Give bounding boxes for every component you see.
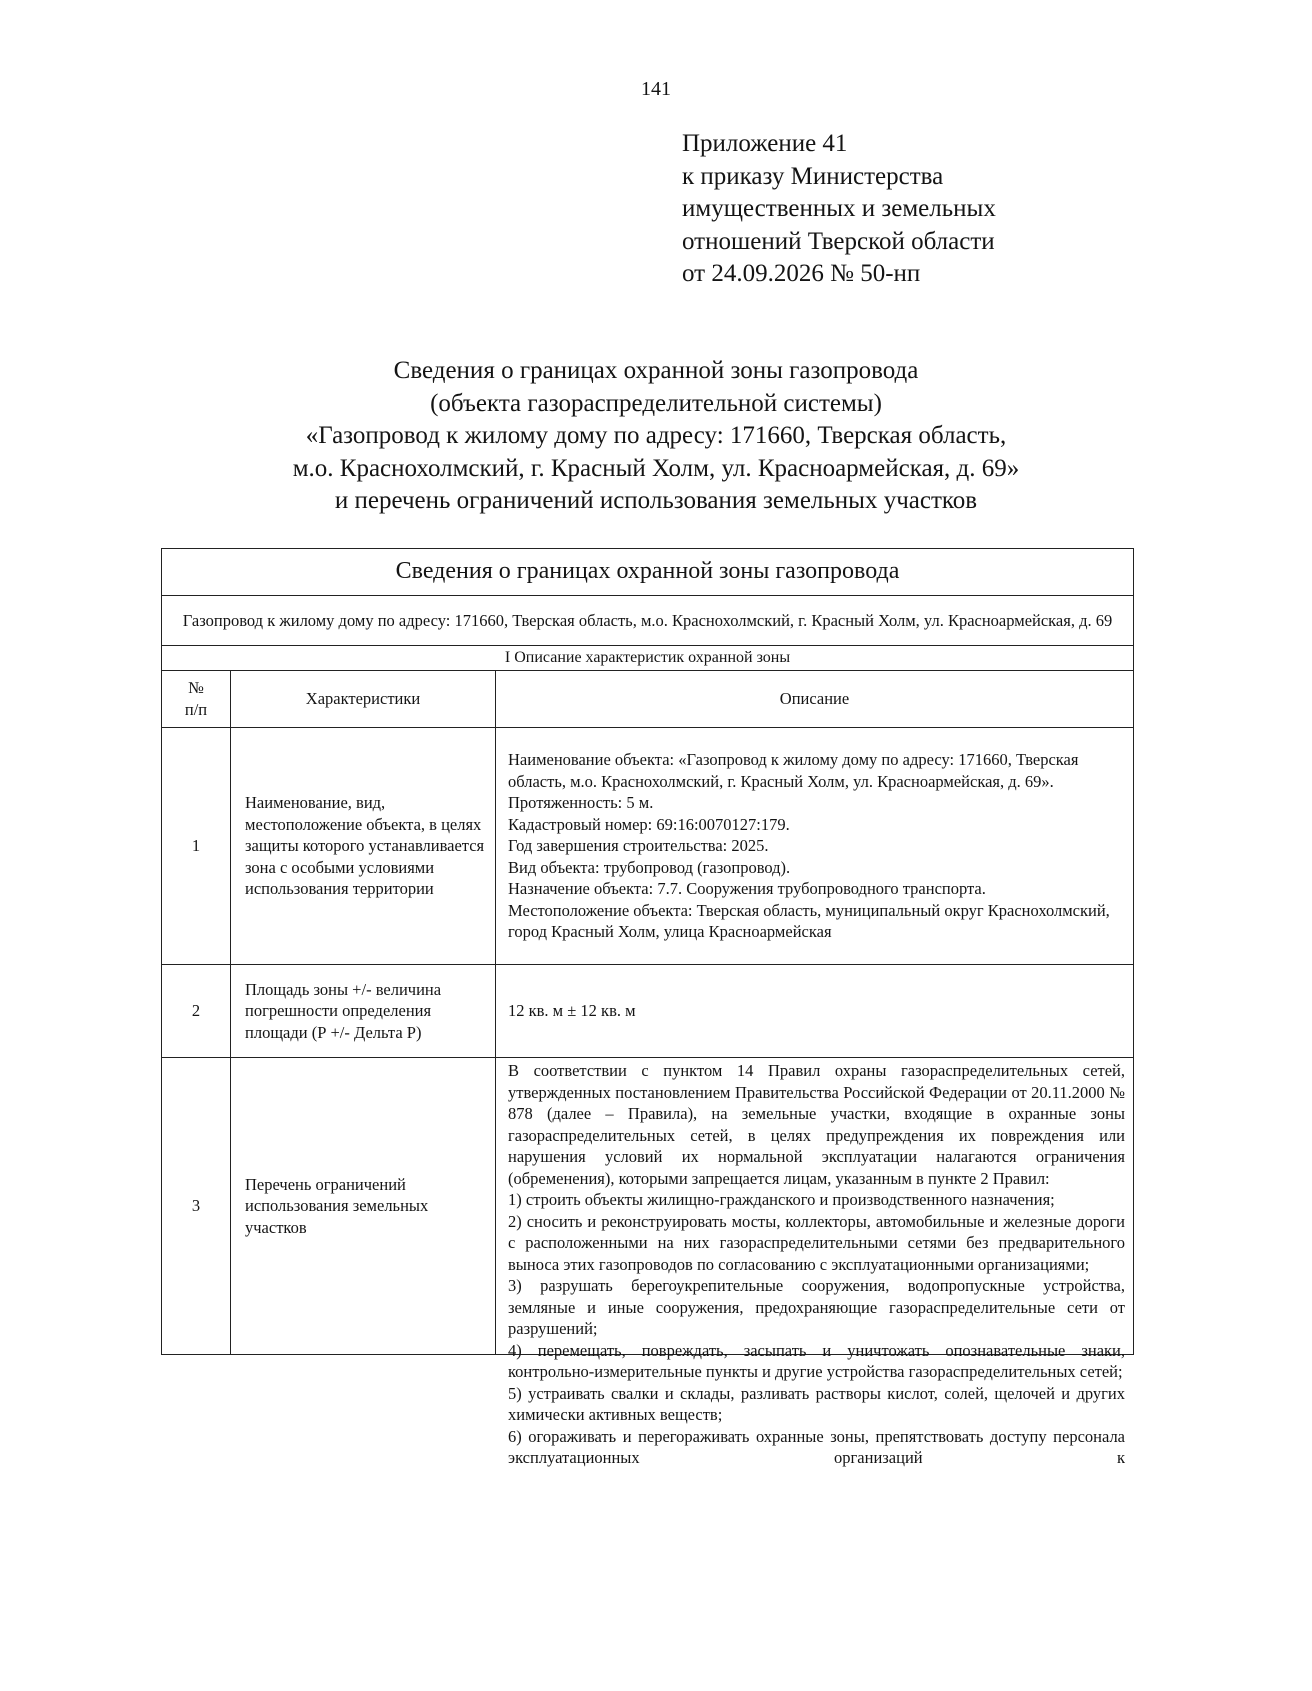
- appendix-block: [682, 128, 996, 291]
- appendix-line: от 24.09.2026 № 50-нп: [682, 260, 921, 287]
- column-header-row: [162, 671, 1134, 728]
- title-line: (объекта газораспределительной системы): [430, 389, 882, 417]
- description-line: Назначение объекта: 7.7. Сооружения трубопроводного транспорта.: [508, 879, 986, 899]
- appendix-line: Приложение 41: [682, 130, 848, 157]
- table-row: [162, 965, 1134, 1058]
- row-characteristic: Наименование, вид, местоположение объекта, в целях защиты которого устанавливается зона с особыми условиями использования территории: [231, 728, 496, 965]
- title-line: м.о. Краснохолмский, г. Красный Холм, ул. Красноармейская, д. 69»: [292, 454, 1020, 482]
- row-characteristic: Перечень ограничений использования земельных участков: [231, 1058, 496, 1355]
- row-number: 1: [162, 728, 231, 965]
- row-number: 3: [162, 1058, 231, 1355]
- description-line: Кадастровый номер: 69:16:0070127:179.: [508, 814, 790, 834]
- row-description: [496, 1058, 1134, 1467]
- document-title: [0, 355, 1312, 518]
- column-header-characteristics: Характеристики: [231, 671, 496, 728]
- title-line: «Газопровод к жилому дому по адресу: 171660, Тверская область,: [305, 422, 1007, 449]
- description-line: 5) устраивать свалки и склады, разливать растворы кислот, солей, щелочей и других химически активных веществ;: [508, 1383, 1126, 1424]
- description-line: Вид объекта: трубопровод (газопровод).: [508, 857, 791, 877]
- row-description: [496, 728, 1134, 965]
- description-line: В соответствии с пунктом 14 Правил охраны газораспределительных сетей, утвержденных постановлением Правительства Российской Федерации от 20.11.2000 № 878 (далее – Правила), на земельные участки, входящие в охранные зоны газораспределительных сетей, в целях предупреждения их повреждения или нарушения условий их нормальной эксплуатации налагаются ограничения (обременения), которыми запрещается лицам, указанным в пункте 2 Правил:: [508, 1061, 1126, 1188]
- column-header-num: № п/п: [162, 671, 231, 728]
- description-line: 3) разрушать берегоукрепительные сооружения, водопропускные устройства, земляные и иные сооружения, предохраняющие газораспределительные сети от разрушений;: [508, 1276, 1126, 1338]
- page-number: 141: [641, 78, 671, 100]
- object-name: Газопровод к жилому дому по адресу: 171660, Тверская область, м.о. Краснохолмский, г. Красный Холм, ул. Красноармейская, д. 69: [162, 596, 1134, 646]
- appendix-line: имущественных и земельных: [682, 195, 996, 222]
- section-heading: I Описание характеристик охранной зоны: [162, 646, 1134, 671]
- row-description: [496, 965, 1134, 1058]
- description-line: 12 кв. м ± 12 кв. м: [508, 1001, 636, 1021]
- table-row: [162, 1058, 1134, 1355]
- description-line: Наименование объекта: «Газопровод к жилому дому по адресу: 171660, Тверская область, м.о. Краснохолмский, г. Красный Холм, ул. Красноармейская, д. 69».: [508, 750, 1079, 791]
- appendix-line: отношений Тверской области: [682, 227, 995, 255]
- description-line: 2) сносить и реконструировать мосты, коллекторы, автомобильные и железные дороги с расположенными на них газораспределительными сетями без предварительного выноса этих газопроводов по согласованию с эксплуатационными организациями;: [508, 1211, 1126, 1274]
- description-line: 6) огораживать и перегораживать охранные зоны, препятствовать доступу персонала эксплуатационных организаций к: [508, 1426, 1126, 1467]
- row-number: 2: [162, 965, 231, 1058]
- description-line: Год завершения строительства: 2025.: [508, 836, 769, 856]
- protection-zone-table: [161, 548, 1134, 1467]
- row-characteristic: Площадь зоны +/- величина погрешности определения площади (Р +/- Дельта Р): [231, 965, 496, 1058]
- table-heading: Сведения о границах охранной зоны газопровода: [162, 549, 1134, 596]
- appendix-line: к приказу Министерства: [682, 162, 944, 190]
- description-line: Местоположение объекта: Тверская область, муниципальный округ Краснохолмский, город Красный Холм, улица Красноармейская: [508, 900, 1110, 942]
- title-line: и перечень ограничений использования земельных участков: [334, 487, 978, 514]
- title-line: Сведения о границах охранной зоны газопровода: [393, 357, 919, 384]
- description-line: 1) строить объекты жилищно-гражданского и производственного назначения;: [508, 1190, 1055, 1209]
- description-line: Протяженность: 5 м.: [508, 793, 654, 813]
- description-line: 4) перемещать, повреждать, засыпать и уничтожать опознавательные знаки, контрольно-измерительные пункты и другие устройства газораспределительных сетей;: [508, 1340, 1126, 1381]
- table-row: [162, 728, 1134, 965]
- column-header-description: Описание: [496, 671, 1134, 728]
